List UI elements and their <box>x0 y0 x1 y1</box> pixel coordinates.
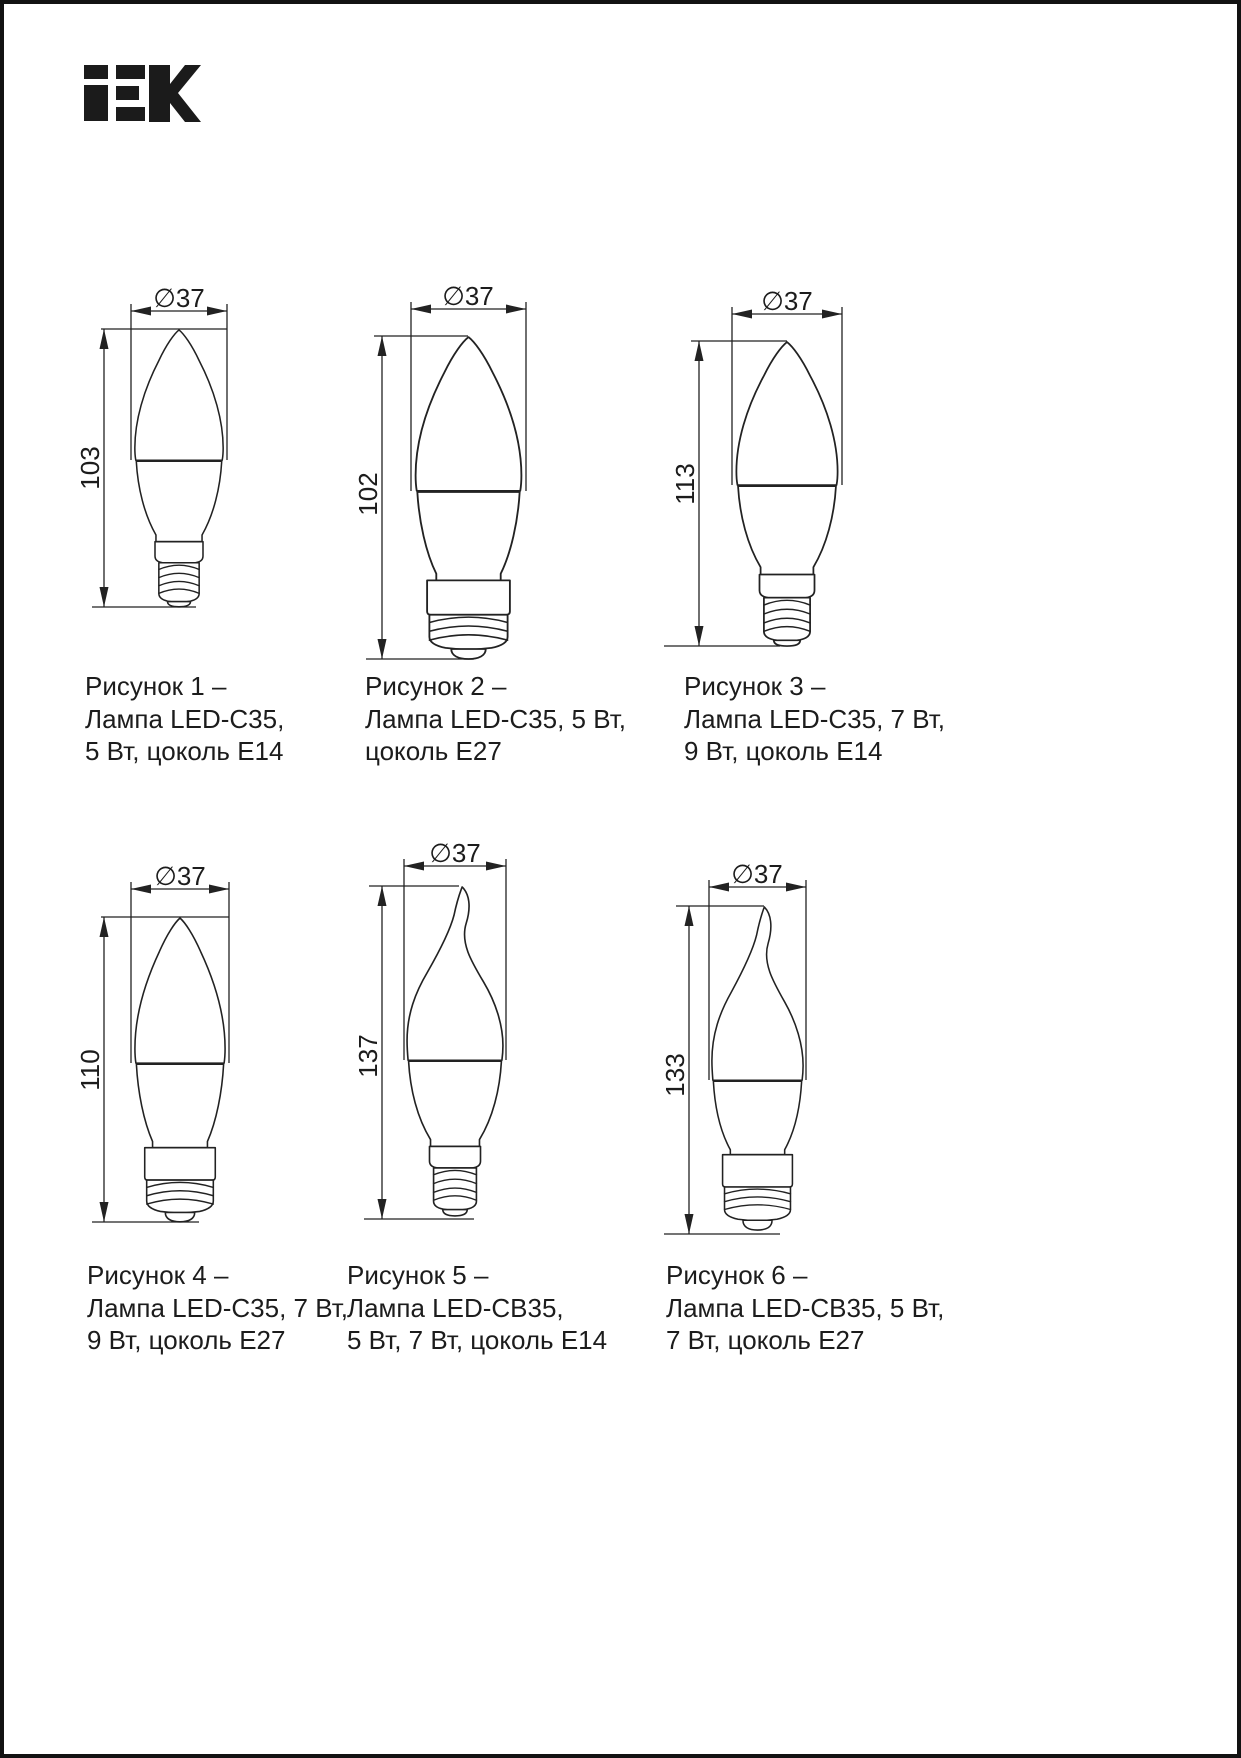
figure-1-diameter-label: ∅37 <box>153 283 205 313</box>
figure-5-height-label: 137 <box>353 1034 383 1078</box>
figure-5-drawing <box>304 839 544 1259</box>
caption-line: Рисунок 5 – <box>347 1260 489 1290</box>
caption-line: 9 Вт, цоколь E14 <box>684 736 883 766</box>
figure-2-diameter-label: ∅37 <box>442 281 494 311</box>
figure-4-caption <box>87 1259 348 1357</box>
caption-line: 7 Вт, цоколь E27 <box>666 1325 865 1355</box>
caption-line: Рисунок 3 – <box>684 671 826 701</box>
figure-6-bulb-outline <box>712 907 803 1230</box>
caption-line: цоколь E27 <box>365 736 502 766</box>
figure-2-caption <box>365 670 626 768</box>
figure-5-bulb-outline <box>407 887 503 1216</box>
figure-4-bulb-outline <box>135 918 225 1222</box>
figure-1-bulb-outline <box>135 330 223 607</box>
caption-line: Рисунок 1 – <box>85 671 227 701</box>
figure-3-height-label: 113 <box>670 463 700 505</box>
figure-2-bulb-outline <box>416 337 522 659</box>
figure-1-drawing <box>64 249 254 624</box>
figure-6-drawing <box>594 859 894 1259</box>
figure-2-height-label: 102 <box>353 472 383 516</box>
figure-6-height-label: 133 <box>660 1053 690 1097</box>
figure-3-bulb-outline <box>736 342 837 646</box>
figure-5-caption <box>347 1259 607 1357</box>
caption-line: Лампа LED-C35, 7 Вт, <box>87 1292 348 1323</box>
caption-line: Рисунок 6 – <box>666 1260 808 1290</box>
figure-1-caption <box>85 670 284 768</box>
caption-line: Лампа LED-CB35, <box>347 1292 564 1323</box>
figure-2-drawing <box>304 249 544 674</box>
figure-3-caption <box>684 670 945 768</box>
caption-line: Рисунок 4 – <box>87 1260 229 1290</box>
figure-6-caption <box>666 1259 944 1357</box>
caption-line: 5 Вт, 7 Вт, цоколь E14 <box>347 1325 608 1355</box>
caption-line: Лампа LED-C35, 7 Вт, <box>684 703 945 734</box>
caption-line: Лампа LED-CB35, 5 Вт, <box>666 1292 945 1323</box>
figure-1-height-label: 103 <box>75 446 105 490</box>
iek-logo <box>82 64 201 122</box>
figure-6-diameter-label: ∅37 <box>731 859 783 889</box>
caption-line: Рисунок 2 – <box>365 671 507 701</box>
caption-line: Лампа LED-C35, 5 Вт, <box>365 703 626 734</box>
figure-4-diameter-label: ∅37 <box>154 861 206 891</box>
figure-3-diameter-label: ∅37 <box>761 286 813 316</box>
figure-4-height-label: 110 <box>75 1049 105 1091</box>
figure-5-diameter-label: ∅37 <box>429 838 481 868</box>
caption-line: Лампа LED-C35, <box>85 703 285 734</box>
figure-3-drawing <box>594 249 894 669</box>
caption-line: 5 Вт, цоколь E14 <box>85 736 284 766</box>
caption-line: 9 Вт, цоколь E27 <box>87 1325 286 1355</box>
figure-4-drawing <box>64 859 259 1249</box>
